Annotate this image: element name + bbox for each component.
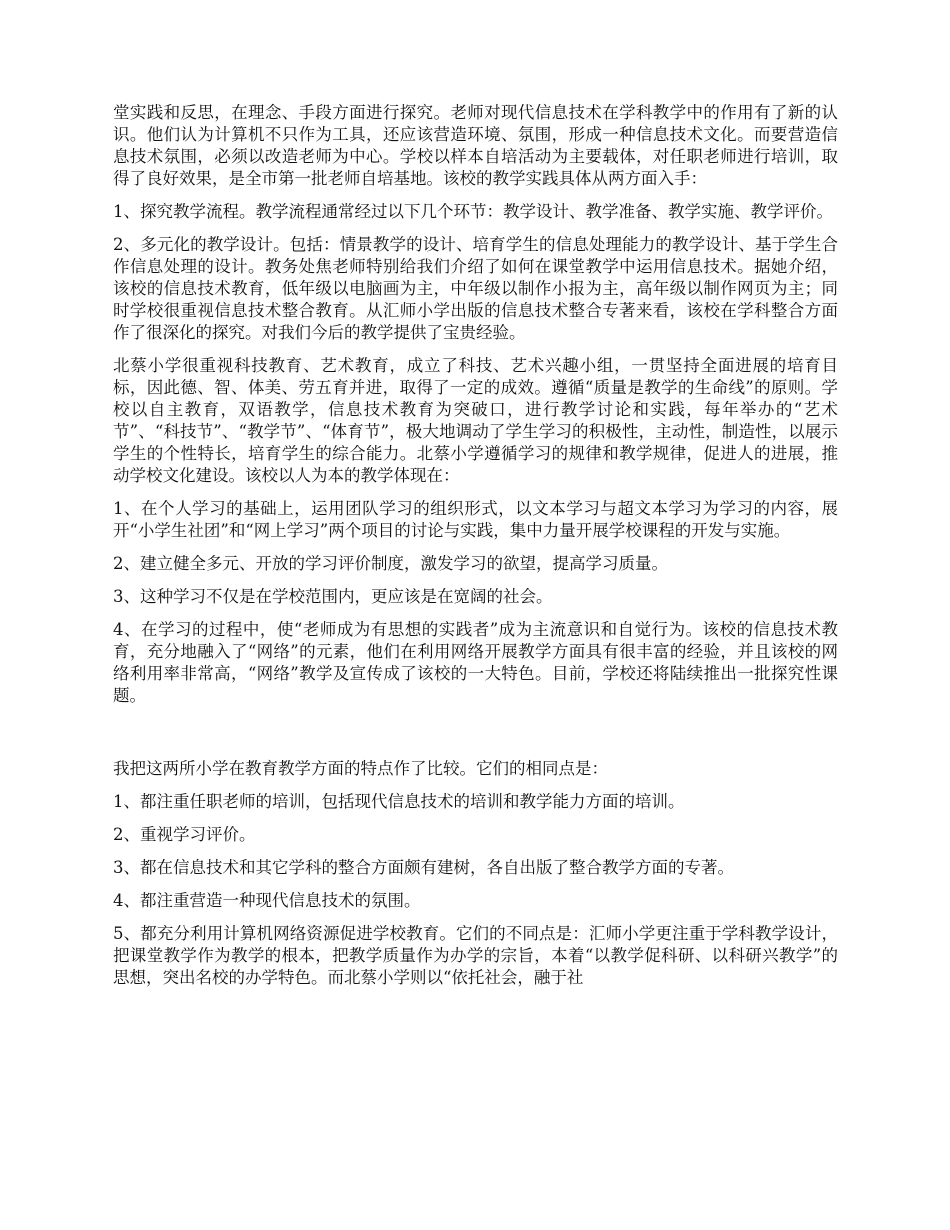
paragraph-common-2: 2、重视学习评价。	[113, 825, 256, 844]
paragraph-common-3: 3、都在信息技术和其它学科的整合方面颇有建树，各自出版了整合教学方面的专著。	[113, 858, 734, 877]
paragraph-beicai-item-2: 2、建立健全多元、开放的学习评价制度，激发学习的欲望，提高学习质量。	[113, 554, 668, 573]
paragraph-beicai-item-4: 4、在学习的过程中，使“老师成为有思想的实践者”成为主流意识和自觉行为。该校的信息技术教育，充分地融入了“网络”的元素，他们在利用网络开展教学方面具有很丰富的经验，并且该校的网络利用率非常高，“网络”教学及宣传成了该校的一大特色。目前，学校还将陆续推出一批探究性课题。	[113, 620, 838, 705]
section-spacer	[113, 718, 838, 758]
paragraph-common-1: 1、都注重任职老师的培训，包括现代信息技术的培训和教学能力方面的培训。	[113, 792, 685, 811]
paragraph-beicai: 北蔡小学很重视科技教育、艺术教育，成立了科技、艺术兴趣小组，一贯坚持全面进展的培育目标，因此德、智、体美、劳五育并进，取得了一定的成效。遵循“质量是教学的生命线”的原则。学校以自主教育，双语教学，信息技术教育为突破口，进行教学讨论和实践，每年举办的“艺术节”、“科技节”、“教学节”、“体育节”，极大地调动了学生学习的积极性，主动性，制造性，以展示学生的个性特长，培育学生的综合能力。北蔡小学遵循学习的规律和教学规律，促进人的进展，推动学校文化建设。该校以人为本的教学体现在：	[113, 356, 838, 485]
paragraph-beicai-item-3: 3、这种学习不仅是在学校范围内，更应该是在宽阔的社会。	[113, 587, 553, 606]
paragraph-comparison: 我把这两所小学在教育教学方面的特点作了比较。它们的相同点是：	[113, 759, 608, 778]
paragraph-item-1: 1、探究教学流程。教学流程通常经过以下几个环节：教学设计、教学准备、教学实施、教学评价。	[113, 202, 833, 221]
paragraph-item-2: 2、多元化的教学设计。包括：情景教学的设计、培育学生的信息处理能力的教学设计、基于学生合作信息处理的设计。教务处焦老师特别给我们介绍了如何在课堂教学中运用信息技术。据她介绍，该校的信息技术教育，低年级以电脑画为主，中年级以制作小报为主，高年级以制作网页为主；同时学校很重视信息技术整合教育。从汇师小学出版的信息技术整合专著来看，该校在学科整合方面作了很深化的探究。对我们今后的教学提供了宝贵经验。	[113, 235, 838, 342]
paragraph-intro: 堂实践和反思，在理念、手段方面进行探究。老师对现代信息技术在学科教学中的作用有了新的认识。他们认为计算机不只作为工具，还应该营造环境、氛围，形成一种信息技术文化。而要营造信息技术氛围，必须以改造老师为中心。学校以样本自培活动为主要载体，对任职老师进行培训，取得了良好效果，是全市第一批老师自培基地。该校的教学实践具体从两方面入手：	[113, 103, 838, 188]
paragraph-common-5: 5、都充分利用计算机网络资源促进学校教育。它们的不同点是：汇师小学更注重于学科教学设计，把课堂教学作为教学的根本，把教学质量作为办学的宗旨，本着“以教学促科研、以科研兴教学”的思想，突出名校的办学特色。而北蔡小学则以“依托社会，融于社	[113, 924, 838, 987]
paragraph-common-4: 4、都注重营造一种现代信息技术的氛围。	[113, 891, 421, 910]
paragraph-beicai-item-1: 1、在个人学习的基础上，运用团队学习的组织形式，以文本学习与超文本学习为学习的内容，展开“小学生社团”和“网上学习”两个项目的讨论与实践，集中力量开展学校课程的开发与实施。	[113, 499, 838, 540]
